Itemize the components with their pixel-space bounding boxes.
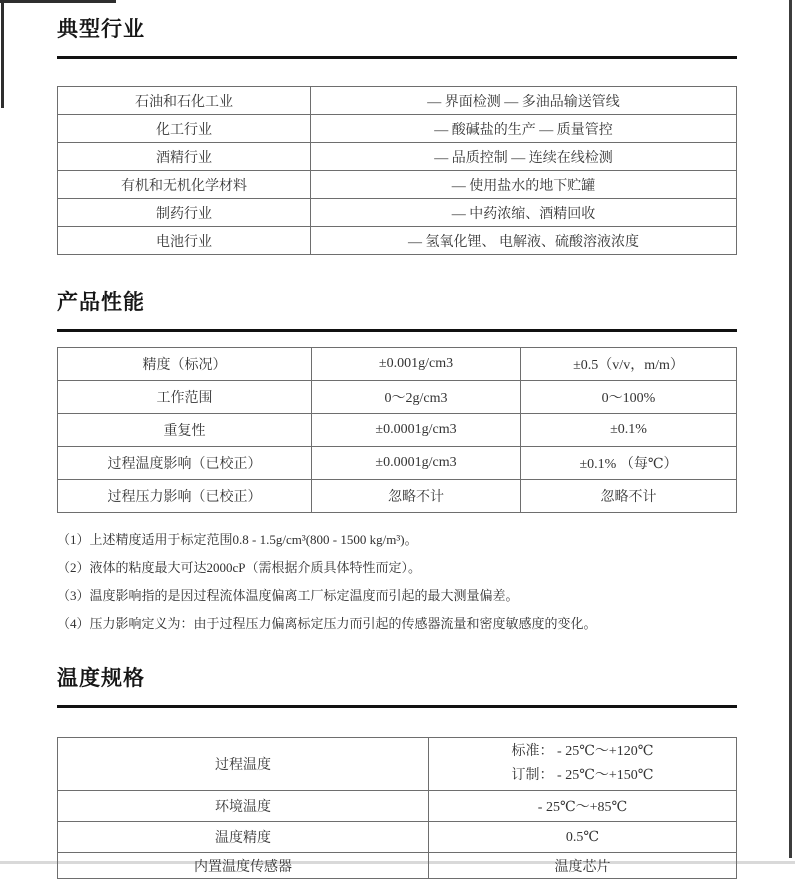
section-product-performance: [57, 286, 737, 638]
industry-applications: — 氢氧化锂、 电解液、硫酸溶液浓度: [311, 227, 737, 255]
temp-spec-value: 温度芯片: [429, 853, 737, 879]
document-page: [57, 0, 737, 879]
footnote: （4）压力影响定义为：由于过程压力偏离标定压力而引起的传感器流量和密度敏感度的变化。: [57, 616, 597, 631]
table-row: [58, 738, 737, 791]
spec-name: 过程压力影响（已校正）: [58, 480, 312, 513]
industry-name: 有机和无机化学材料: [58, 171, 311, 199]
footnote: （3）温度影响指的是因过程流体温度偏离工厂标定温度而引起的最大测量偏差。: [57, 588, 519, 603]
section-rule: [57, 329, 737, 332]
industry-name: 化工行业: [58, 115, 311, 143]
section-rule: [57, 56, 737, 59]
temp-custom-range: 订制： - 25℃～+150℃: [511, 768, 654, 783]
table-row: [58, 115, 737, 143]
temp-spec-name: 环境温度: [58, 791, 429, 822]
table-row: [58, 227, 737, 255]
industries-table: [57, 86, 737, 255]
spec-value-density: ±0.0001g/cm3: [312, 414, 521, 447]
industry-name: 制药行业: [58, 199, 311, 227]
table-row: [58, 143, 737, 171]
industry-applications: — 酸碱盐的生产 — 质量管控: [311, 115, 737, 143]
table-row: [58, 791, 737, 822]
page-edge-left: [1, 0, 4, 108]
table-row: [58, 414, 737, 447]
industry-applications: — 中药浓缩、酒精回收: [311, 199, 737, 227]
spec-name: 过程温度影响（已校正）: [58, 447, 312, 480]
temp-spec-value: [429, 738, 737, 791]
table-row: [58, 87, 737, 115]
section-title-temperature-specs: 温度规格: [57, 667, 145, 690]
spec-value-density: ±0.001g/cm3: [312, 348, 521, 381]
industry-applications: — 使用盐水的地下贮罐: [311, 171, 737, 199]
section-temperature-specs: [57, 662, 737, 879]
temp-spec-name: 过程温度: [58, 738, 429, 791]
spec-value-density: ±0.0001g/cm3: [312, 447, 521, 480]
table-row: [58, 381, 737, 414]
spec-value-concentration: ±0.5（v/v，m/m）: [521, 348, 737, 381]
industry-name: 电池行业: [58, 227, 311, 255]
section-title-typical-industries: 典型行业: [57, 18, 145, 41]
table-row: [58, 348, 737, 381]
table-row: [58, 171, 737, 199]
page-edge-right: [789, 0, 792, 858]
industry-applications: — 界面检测 — 多油品输送管线: [311, 87, 737, 115]
footnote: （2）液体的粘度最大可达2000cP（需根据介质具体特性而定）。: [57, 560, 422, 575]
spec-name: 重复性: [58, 414, 312, 447]
industry-name: 石油和石化工业: [58, 87, 311, 115]
footnotes: [57, 526, 737, 638]
section-typical-industries: [57, 0, 737, 255]
temp-spec-value: 0.5℃: [429, 822, 737, 853]
table-row: [58, 480, 737, 513]
table-row: [58, 447, 737, 480]
spec-value-density: 忽略不计: [312, 480, 521, 513]
temp-spec-name: 内置温度传感器: [58, 853, 429, 879]
table-row: [58, 853, 737, 879]
spec-value-concentration: ±0.1%: [521, 414, 737, 447]
table-row: [58, 822, 737, 853]
section-title-product-performance: 产品性能: [57, 291, 145, 314]
table-row: [58, 199, 737, 227]
spec-value-concentration: 0～100%: [521, 381, 737, 414]
footnote: （1）上述精度适用于标定范围0.8 - 1.5g/cm³(800 - 1500 kg/m³)。: [57, 532, 418, 547]
spec-name: 工作范围: [58, 381, 312, 414]
section-rule: [57, 705, 737, 708]
spec-name: 精度（标况）: [58, 348, 312, 381]
spec-value-concentration: 忽略不计: [521, 480, 737, 513]
performance-table: [57, 347, 737, 513]
spec-value-density: 0～2g/cm3: [312, 381, 521, 414]
industry-name: 酒精行业: [58, 143, 311, 171]
temp-standard-range: 标准： - 25℃～+120℃: [511, 744, 654, 759]
temp-spec-name: 温度精度: [58, 822, 429, 853]
industry-applications: — 品质控制 — 连续在线检测: [311, 143, 737, 171]
temperature-table: [57, 737, 737, 879]
spec-value-concentration: ±0.1% （每℃）: [521, 447, 737, 480]
temp-spec-value: - 25℃～+85℃: [429, 791, 737, 822]
